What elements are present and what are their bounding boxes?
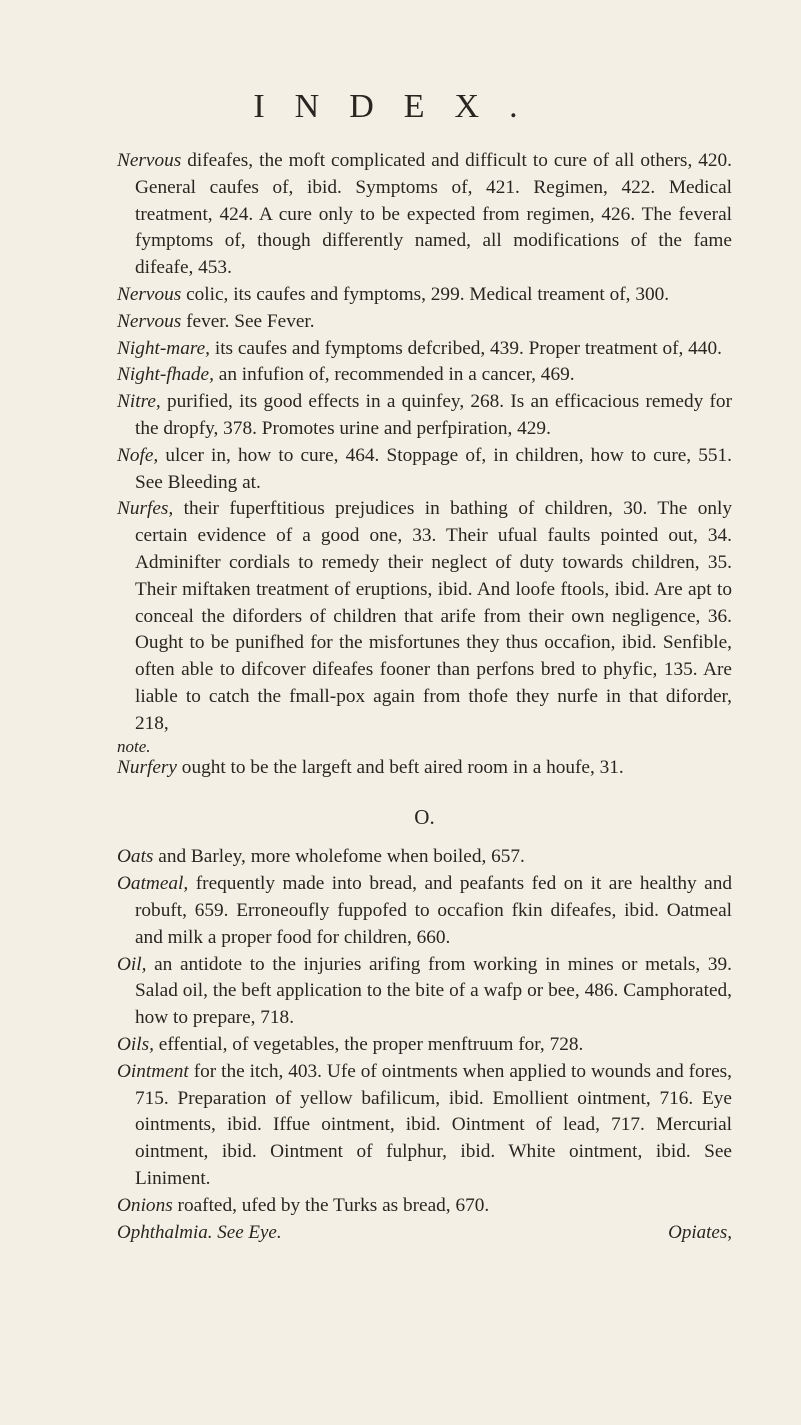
entry-text: fever. See Fever. <box>181 310 315 332</box>
entry-text: an infufion of, recommended in a cancer, 469. <box>213 364 575 386</box>
index-entry <box>117 282 732 309</box>
entry-text: roafted, ufed by the Turks as bread, 670. <box>172 1194 490 1216</box>
entry-head: Nofe, <box>117 444 159 466</box>
entry-head: Nervous <box>117 283 182 305</box>
entry-head: Nurfery <box>117 756 177 778</box>
index-entry <box>117 1059 732 1193</box>
index-entries <box>117 148 732 1245</box>
index-entry <box>117 443 732 497</box>
entry-text: ought to be the largeft and beft aired room in a houfe, 31. <box>176 756 624 778</box>
entry-text: its caufes and fymptoms defcribed, 439. Proper treatment of, 440. <box>210 337 722 359</box>
entry-head: Nitre, <box>117 391 161 413</box>
index-entry <box>117 496 732 737</box>
entry-text: effential, of vegetables, the proper menftruum for, 728. <box>153 1033 584 1055</box>
entry-head: Night-mare, <box>117 337 211 359</box>
catchword: Opiates, <box>668 1222 732 1244</box>
index-entry <box>117 309 732 336</box>
page-footer <box>117 1221 732 1245</box>
entry-text: their fuperftitious prejudices in bathing of children, 30. The only certain evidence of a good one, 33. Their ufual faults pointed out, 34. Adminifter cordials to remedy their neglect of duty towards children, 35. Their miftaken treatment of eruptions, ibid. And loofe ftools, ibid. Are apt to conceal the diforders of children that arife from their own negligence, 36. Ought to be punifhed for the misfortunes they thus occafion, ibid. Senfible, often able to difcover difeafes fooner than perfons bred to phyfic, 135. Are liable to catch the fmall-pox again from thofe they nurfe in that diforder, 218, <box>135 498 732 734</box>
index-entry <box>117 362 732 389</box>
index-entry <box>117 1193 732 1220</box>
index-entry <box>117 871 732 951</box>
entry-text: colic, its caufes and fymptoms, 299. Medical treament of, 300. <box>181 283 670 305</box>
margin-note: note. <box>117 736 151 756</box>
entry-head: Oil, <box>117 953 147 975</box>
entry-head: Oatmeal, <box>117 873 189 895</box>
entry-text: for the itch, 403. Ufe of ointments when applied to wounds and fores, 715. Preparation of yellow bafilicum, ibid. Emollient ointment, 716. Eye ointments, ibid. Iffue ointment, ibid. Ointment of lead, 717. Mercurial ointment, ibid. Ointment of fulphur, ibid. White ointment, ibid. See Liniment. <box>135 1060 732 1189</box>
index-entry <box>117 336 732 363</box>
entry-head: Oils, <box>117 1033 154 1055</box>
entry-text: frequently made into bread, and peafants fed on it are healthy and robuft, 659. Erroneoufly fuppofed to occafion fkin difeafes, ibid. Oatmeal and milk a proper food for children, 660. <box>135 873 732 948</box>
section-letter: O. <box>414 805 435 830</box>
entry-head: Nervous <box>117 150 182 171</box>
entry-head: Night-fhade, <box>117 364 214 386</box>
page-header: INDEX. <box>253 88 548 125</box>
entry-text: purified, its good effects in a quinfey, 268. Is an efficacious remedy for the dropfy, 378. Promotes urine and perfpiration, 429. <box>135 391 732 439</box>
footer-entry: Ophthalmia. See Eye. <box>117 1222 282 1244</box>
entry-head: Ointment <box>117 1060 189 1082</box>
index-entry <box>117 389 732 443</box>
index-entry <box>117 148 732 282</box>
entry-head: Nurfes, <box>117 498 174 520</box>
index-entry <box>117 1032 732 1059</box>
index-entry <box>117 844 732 871</box>
index-entry <box>117 755 732 782</box>
section-o <box>117 844 732 1219</box>
entry-head: Oats <box>117 846 154 868</box>
section-n <box>117 148 732 781</box>
entry-head: Nervous <box>117 310 182 332</box>
index-entry <box>117 952 732 1032</box>
entry-head: Onions <box>117 1194 173 1216</box>
entry-text: an antidote to the injuries arifing from working in mines or metals, 39. Salad oil, the beft application to the bite of a wafp or bee, 486. Camphorated, how to prepare, 718. <box>135 953 732 1029</box>
entry-text: difeafes, the moft complicated and difficult to cure of all others, 420. General caufes of, ibid. Symptoms of, 421. Regimen, 422. Medical treatment, 424. A cure only to be expected from regimen, 426. The feveral fymptoms of, though differently named, all modifications of the fame difeafe, 453. <box>135 150 732 279</box>
entry-text: ulcer in, how to cure, 464. Stoppage of, in children, how to cure, 551. See Bleeding at. <box>135 444 732 493</box>
entry-text: and Barley, more wholefome when boiled, 657. <box>153 846 525 868</box>
